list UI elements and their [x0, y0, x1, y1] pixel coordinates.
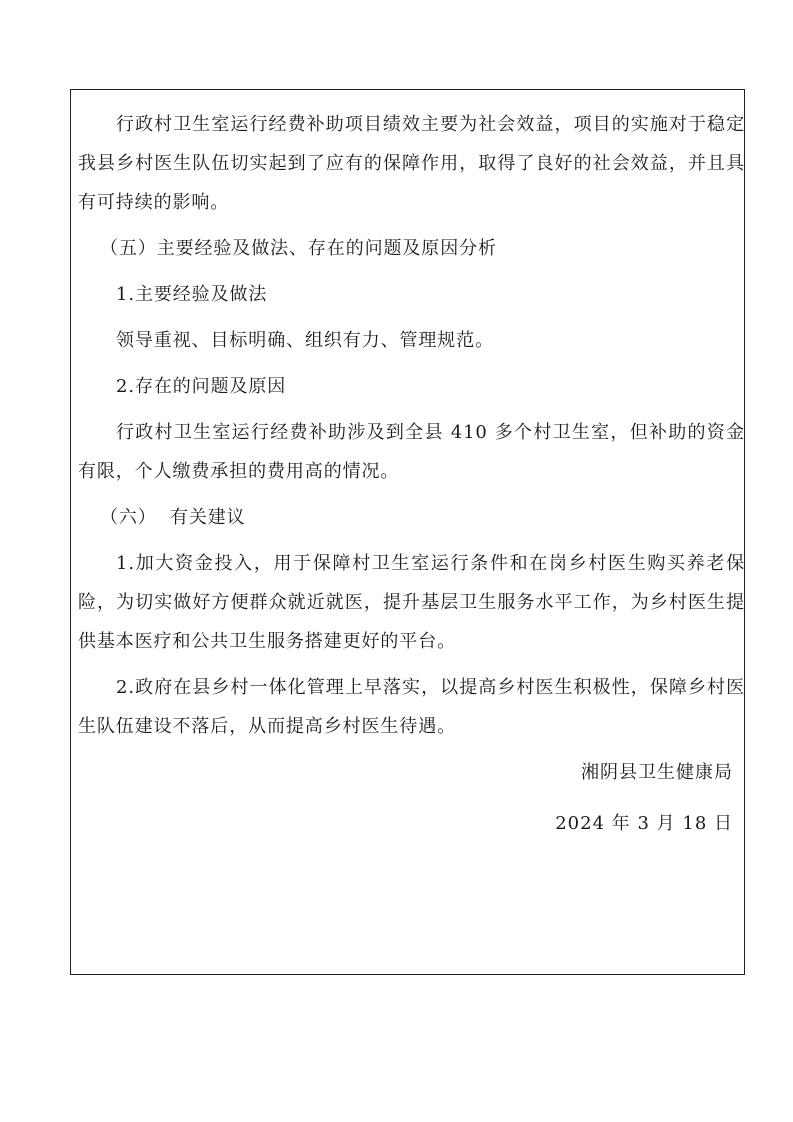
subheading-problems: 2.存在的问题及原因 [116, 376, 287, 397]
paragraph-problems: 行政村卫生室运行经费补助涉及到全县 410 多个村卫生室，但补助的资金有限，个人缴费承担的费用高的情况。 [78, 422, 745, 482]
signature-organization: 湘阴县卫生健康局 [581, 762, 733, 783]
document-body [70, 89, 745, 843]
section-heading-six: （六） 有关建议 [100, 507, 246, 528]
subheading-main-experience: 1.主要经验及做法 [116, 284, 268, 305]
paragraph-suggestion-1: 1.加大资金投入，用于保障村卫生室运行条件和在岗乡村医生购买养老保险，为切实做好方便群众就近就医，提升基层卫生服务水平工作，为乡村医生提供基本医疗和公共卫生服务搭建更好的平台。 [78, 553, 745, 652]
signature-date: 2024 年 3 月 18 日 [555, 813, 733, 834]
paragraph-experience: 领导重视、目标明确、组织有力、管理规范。 [116, 330, 494, 351]
paragraph-suggestion-2: 2.政府在县乡村一体化管理上早落实，以提高乡村医生积极性，保障乡村医生队伍建设不落后，从而提高乡村医生待遇。 [78, 677, 745, 737]
paragraph-benefits: 行政村卫生室运行经费补助项目绩效主要为社会效益，项目的实施对于稳定我县乡村医生队伍切实起到了应有的保障作用，取得了良好的社会效益，并且具有可持续的影响。 [78, 114, 745, 213]
section-heading-five: （五）主要经验及做法、存在的问题及原因分析 [100, 238, 497, 259]
